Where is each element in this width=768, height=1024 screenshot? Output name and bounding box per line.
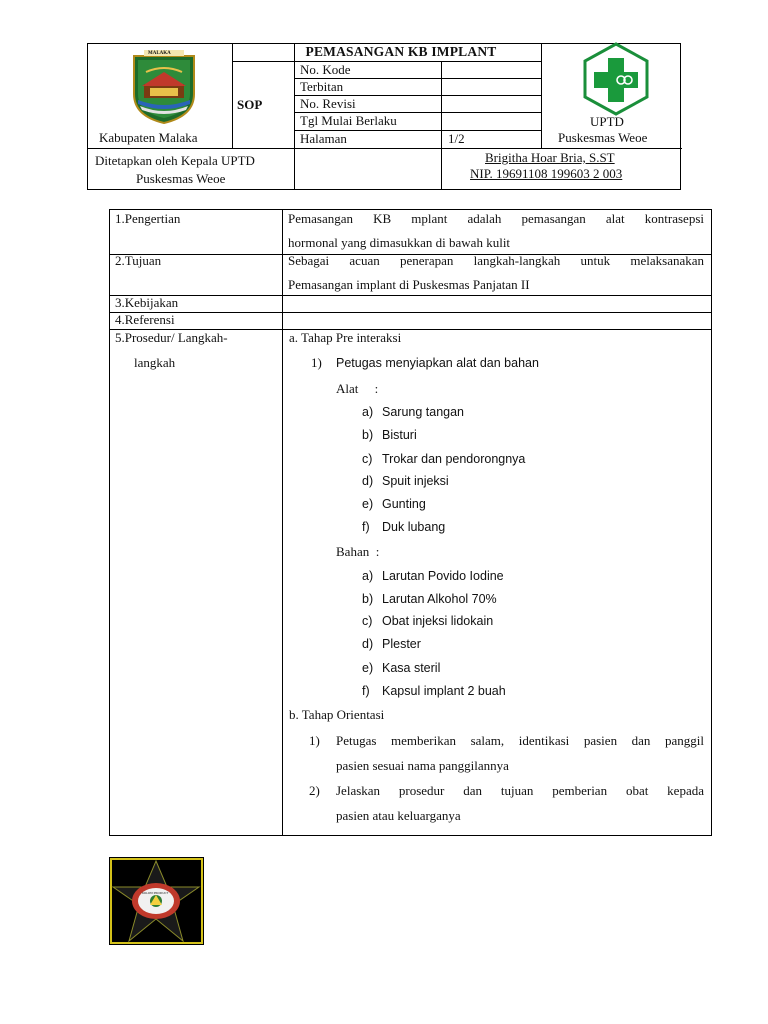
alat-marker-d: d) (362, 474, 374, 488)
b2-text-line2: pasien atau keluarganya (336, 808, 461, 823)
tujuan-text-line2: Pemasangan implant di Puskesmas Panjatan II (288, 277, 530, 292)
emblem-caption: MALAKA (148, 51, 171, 56)
stage-a-heading: a. Tahap Pre interaksi (289, 330, 402, 345)
b2-number: 2) (309, 783, 320, 798)
alat-item-a: Sarung tangan (382, 405, 465, 419)
alat-marker-a: a) (362, 405, 374, 419)
bahan-item-c: Obat injeksi lidokain (382, 614, 494, 628)
bahan-item-e: Kasa steril (382, 661, 441, 675)
a1-text: Petugas menyiapkan alat dan bahan (336, 356, 539, 370)
alat-item-e: Gunting (382, 497, 426, 511)
alat-item-b: Bisturi (382, 428, 417, 442)
alat-item-c: Trokar dan pendorongnya (382, 452, 526, 466)
signer-name: Brigitha Hoar Bria, S.ST (485, 150, 615, 165)
bahan-marker-a: a) (362, 569, 374, 583)
b1-text-line1: Petugas memberikan salam, identikasi pasien dan panggil (336, 733, 704, 748)
bahan-marker-e: e) (362, 661, 374, 675)
row-label-prosedur-line1: 5.Prosedur/ Langkah- (115, 330, 228, 345)
field-label-halaman: Halaman (300, 131, 347, 146)
established-line2: Puskesmas Weoe (136, 171, 226, 186)
bahan-item-b: Larutan Alkohol 70% (382, 592, 497, 606)
b1-text-line2: pasien sesuai nama panggilannya (336, 758, 509, 773)
field-label-terbitan: Terbitan (300, 79, 344, 94)
alat-marker-b: b) (362, 428, 374, 442)
tujuan-text-line1: Sebagai acuan penerapan langkah-langkah untuk melaksanakan (288, 253, 704, 268)
alat-item-f: Duk lubang (382, 520, 446, 534)
field-value-halaman: 1/2 (448, 131, 465, 146)
row-label-tujuan: 2.Tujuan (115, 253, 162, 268)
b1-number: 1) (309, 733, 320, 748)
sop-label: SOP (237, 97, 263, 112)
bahan-marker-d: d) (362, 637, 374, 651)
alat-marker-c: c) (362, 452, 373, 466)
document-title: PEMASANGAN KB IMPLANT (305, 44, 497, 59)
malaka-emblem-icon (120, 50, 208, 125)
alat-item-d: Spuit injeksi (382, 474, 449, 488)
alat-marker-f: f) (362, 520, 370, 534)
bahan-label: Bahan : (336, 544, 380, 559)
regency-name: Kabupaten Malaka (99, 130, 198, 145)
row-label-kebijakan: 3.Kebijakan (115, 295, 179, 310)
puskesmas-logo-icon (581, 42, 651, 116)
bahan-item-d: Plester (382, 637, 421, 651)
established-line1: Ditetapkan oleh Kepala UPTD (95, 153, 255, 168)
signer-nip: NIP. 19691108 199603 2 003 (470, 166, 623, 181)
bahan-marker-f: f) (362, 684, 370, 698)
row-label-referensi: 4.Referensi (115, 312, 175, 327)
pengertian-text-line1: Pemasangan KB mplant adalah pemasangan alat kontrasepsi (288, 211, 704, 226)
row-label-pengertian: 1.Pengertian (115, 211, 181, 226)
bahan-marker-b: b) (362, 592, 374, 606)
alat-label: Alat : (336, 381, 379, 396)
pengertian-text-line2: hormonal yang dimasukkan di bawah kulit (288, 235, 511, 250)
field-label-no-revisi: No. Revisi (300, 96, 356, 111)
field-label-tgl-mulai: Tgl Mulai Berlaku (300, 113, 397, 128)
a1-number: 1) (311, 355, 322, 370)
institution-stamp (109, 857, 204, 945)
bahan-item-a: Larutan Povido Iodine (382, 569, 504, 583)
uptd-line2: Puskesmas Weoe (558, 130, 648, 145)
row-label-prosedur-line2: langkah (134, 355, 176, 370)
uptd-line1: UPTD (590, 114, 624, 129)
b2-text-line1: Jelaskan prosedur dan tujuan pemberian obat kepada (336, 783, 704, 798)
bahan-marker-c: c) (362, 614, 373, 628)
alat-marker-e: e) (362, 497, 374, 511)
stamp-emblem-icon (109, 857, 204, 945)
stamp-caption: KOLOM PRODUCT (142, 891, 169, 895)
bahan-item-f: Kapsul implant 2 buah (382, 684, 506, 698)
stage-b-heading: b. Tahap Orientasi (289, 707, 385, 722)
field-label-no-kode: No. Kode (300, 62, 351, 77)
